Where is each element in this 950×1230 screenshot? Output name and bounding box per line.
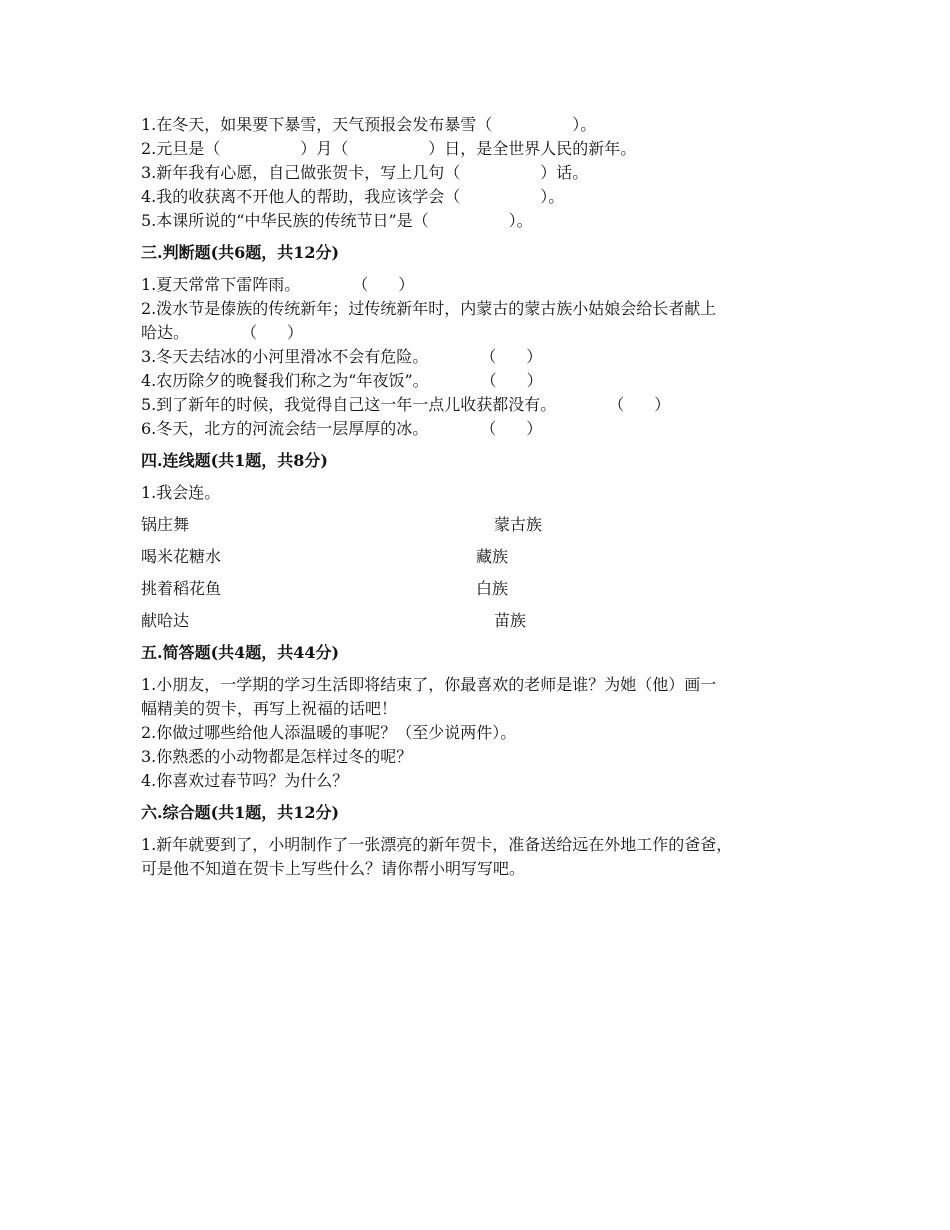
short-answer-question-4: 4.你喜欢过春节吗？为什么？ <box>141 771 349 790</box>
match-right-item[interactable]: 藏族 <box>476 547 509 566</box>
comprehensive-question-1-line-1: 1.新年就要到了，小明制作了一张漂亮的新年贺卡，准备送给远在外地工作的爸爸， <box>141 835 733 854</box>
match-right-item[interactable]: 白族 <box>476 579 509 598</box>
answer-paren[interactable]: （ ） <box>241 323 304 342</box>
true-false-question-2-line-2: 哈达。 （ ） <box>141 323 304 342</box>
match-left-item[interactable]: 献哈达 <box>141 611 190 630</box>
match-left-item[interactable]: 锅庄舞 <box>141 515 190 534</box>
fill-blank-question-1: 1.在冬天，如果要下暴雪，天气预报会发布暴雪（ ）。 <box>141 115 597 134</box>
fill-blank-question-2: 2.元旦是（ ）月（ ）日，是全世界人民的新年。 <box>141 139 637 158</box>
answer-paren[interactable]: （ ） <box>480 347 543 366</box>
match-left-item[interactable]: 喝米花糖水 <box>141 547 222 566</box>
short-answer-question-2: 2.你做过哪些给他人添温暖的事呢？（至少说两件）。 <box>141 723 517 742</box>
true-false-question-5: 5.到了新年的时候，我觉得自己这一年一点儿收获都没有。 （ ） <box>141 395 671 414</box>
true-false-question-6: 6.冬天，北方的河流会结一层厚厚的冰。 （ ） <box>141 419 543 438</box>
answer-paren[interactable]: （ ） <box>608 395 671 414</box>
short-answer-question-3: 3.你熟悉的小动物都是怎样过冬的呢？ <box>141 747 413 766</box>
matching-question-1: 1.我会连。 <box>141 483 221 502</box>
fill-blank-question-4: 4.我的收获离不开他人的帮助，我应该学会（ ）。 <box>141 187 565 206</box>
section-heading-short-answer: 五.简答题(共4题，共44分) <box>141 643 340 662</box>
fill-blank-question-5: 5.本课所说的“中华民族的传统节日”是（ ）。 <box>141 211 533 230</box>
answer-paren[interactable]: （ ） <box>480 419 543 438</box>
short-answer-question-1-line-2: 幅精美的贺卡，再写上祝福的话吧！ <box>141 699 398 718</box>
answer-paren[interactable]: （ ） <box>352 275 415 294</box>
true-false-question-1: 1.夏天常常下雷阵雨。 （ ） <box>141 275 415 294</box>
short-answer-question-1-line-1: 1.小朋友，一学期的学习生活即将结束了，你最喜欢的老师是谁？为她（他）画一 <box>141 675 717 694</box>
comprehensive-question-1-line-2: 可是他不知道在贺卡上写些什么？请你帮小明写写吧。 <box>141 859 526 878</box>
match-left-item[interactable]: 挑着稻花鱼 <box>141 579 222 598</box>
fill-blank-question-3: 3.新年我有心愿，自己做张贺卡，写上几句（ ）话。 <box>141 163 589 182</box>
match-right-item[interactable]: 苗族 <box>494 611 527 630</box>
answer-paren[interactable]: （ ） <box>480 371 543 390</box>
true-false-question-2-line-1: 2.泼水节是傣族的传统新年；过传统新年时，内蒙古的蒙古族小姑娘会给长者献上 <box>141 299 717 318</box>
true-false-question-4: 4.农历除夕的晚餐我们称之为“年夜饭”。 （ ） <box>141 371 543 390</box>
match-right-item[interactable]: 蒙古族 <box>494 515 543 534</box>
true-false-question-3: 3.冬天去结冰的小河里滑冰不会有危险。 （ ） <box>141 347 543 366</box>
section-heading-true-false: 三.判断题(共6题，共12分) <box>141 243 340 262</box>
section-heading-matching: 四.连线题(共1题，共8分) <box>141 451 328 470</box>
section-heading-comprehensive: 六.综合题(共1题，共12分) <box>141 803 340 822</box>
